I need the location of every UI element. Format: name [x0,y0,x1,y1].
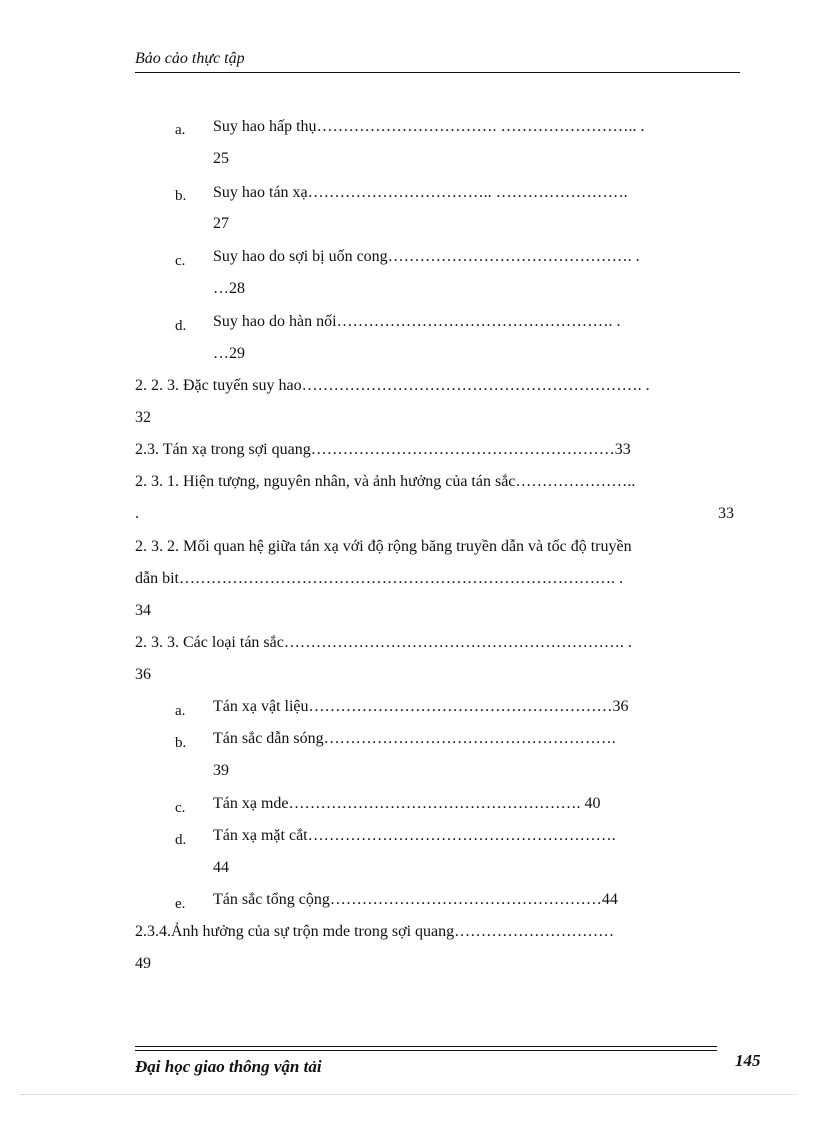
toc-label: a. [175,703,186,719]
toc-entry-text: Suy hao hấp thụ……………………………. …………………….. . [213,118,645,135]
toc-entry-page: 27 [213,215,229,232]
toc-entry-text: 2.3. Tán xạ trong sợi quang…………………………………………………33 [135,441,631,458]
toc-label: c. [175,253,186,269]
toc-entry-page: 49 [135,955,151,972]
toc-entry-text: Tán sắc tổng cộng……………………………………………44 [213,891,618,908]
toc-entry-text: 2. 2. 3. Đặc tuyến suy hao………………………………………………………. . [135,377,650,394]
toc-entry-text: Tán xạ mặt cắt…………………………………………………. [213,827,616,844]
toc-entry-text: 2.3.4.Ảnh hưởng của sự trộn mde trong sợi quang………………………… [135,923,615,940]
toc-label: b. [175,735,187,751]
toc-entry-page: 32 [135,409,151,426]
header-title: Bảo cảo thực tập [135,50,245,67]
toc-label: a. [175,122,186,138]
toc-entry-text: 2. 3. 3. Các loại tán sắc………………………………………………………. . [135,634,632,651]
footer-title: Đại học giao thông vận tải [135,1057,322,1076]
toc-entry-text: Tán sắc dẫn sóng………………………………………………. [213,730,616,747]
footer-rule-top [135,1046,717,1047]
toc-entry-text: Suy hao do hàn nối……………………………………………. . [213,313,621,330]
toc-entry-text: Suy hao tán xạ…………………………….. ……………………. [213,184,628,201]
toc-entry-text: Tán xạ vật liệu…………………………………………………36 [213,698,629,715]
toc-entry-page: 34 [135,602,151,619]
toc-entry-text: Suy hao do sợi bị uốn cong………………………………………. . [213,248,640,265]
page-edge-dotted-line [20,1094,796,1095]
toc-label: b. [175,188,187,204]
footer-rule-bottom [135,1050,717,1051]
toc-entry-page: 36 [135,666,151,683]
toc-label: d. [175,832,187,848]
toc-label: d. [175,318,187,334]
toc-entry-page: 33 [718,505,734,522]
toc-entry-text: dẫn bit………………………………………………………………………. . [135,570,623,587]
footer-page-number: 145 [735,1051,761,1070]
toc-entry-text: Tán xạ mde………………………………………………. 40 [213,795,601,812]
toc-entry-text: 2. 3. 1. Hiện tượng, nguyên nhân, và ảnh hưởng của tán sắc………………….. [135,473,636,490]
toc-entry-page: 44 [213,859,229,876]
toc-label: c. [175,800,186,816]
toc-entry-page: …28 [213,280,245,297]
toc-entry-page: . [135,505,139,522]
toc-label: e. [175,896,186,912]
toc-entry-page: 25 [213,150,229,167]
toc-entry-page: 39 [213,762,229,779]
toc-entry-page: …29 [213,345,245,362]
toc-entry-text: 2. 3. 2. Mối quan hệ giữa tán xạ với độ rộng băng truyền dẫn và tốc độ truyền [135,538,632,555]
